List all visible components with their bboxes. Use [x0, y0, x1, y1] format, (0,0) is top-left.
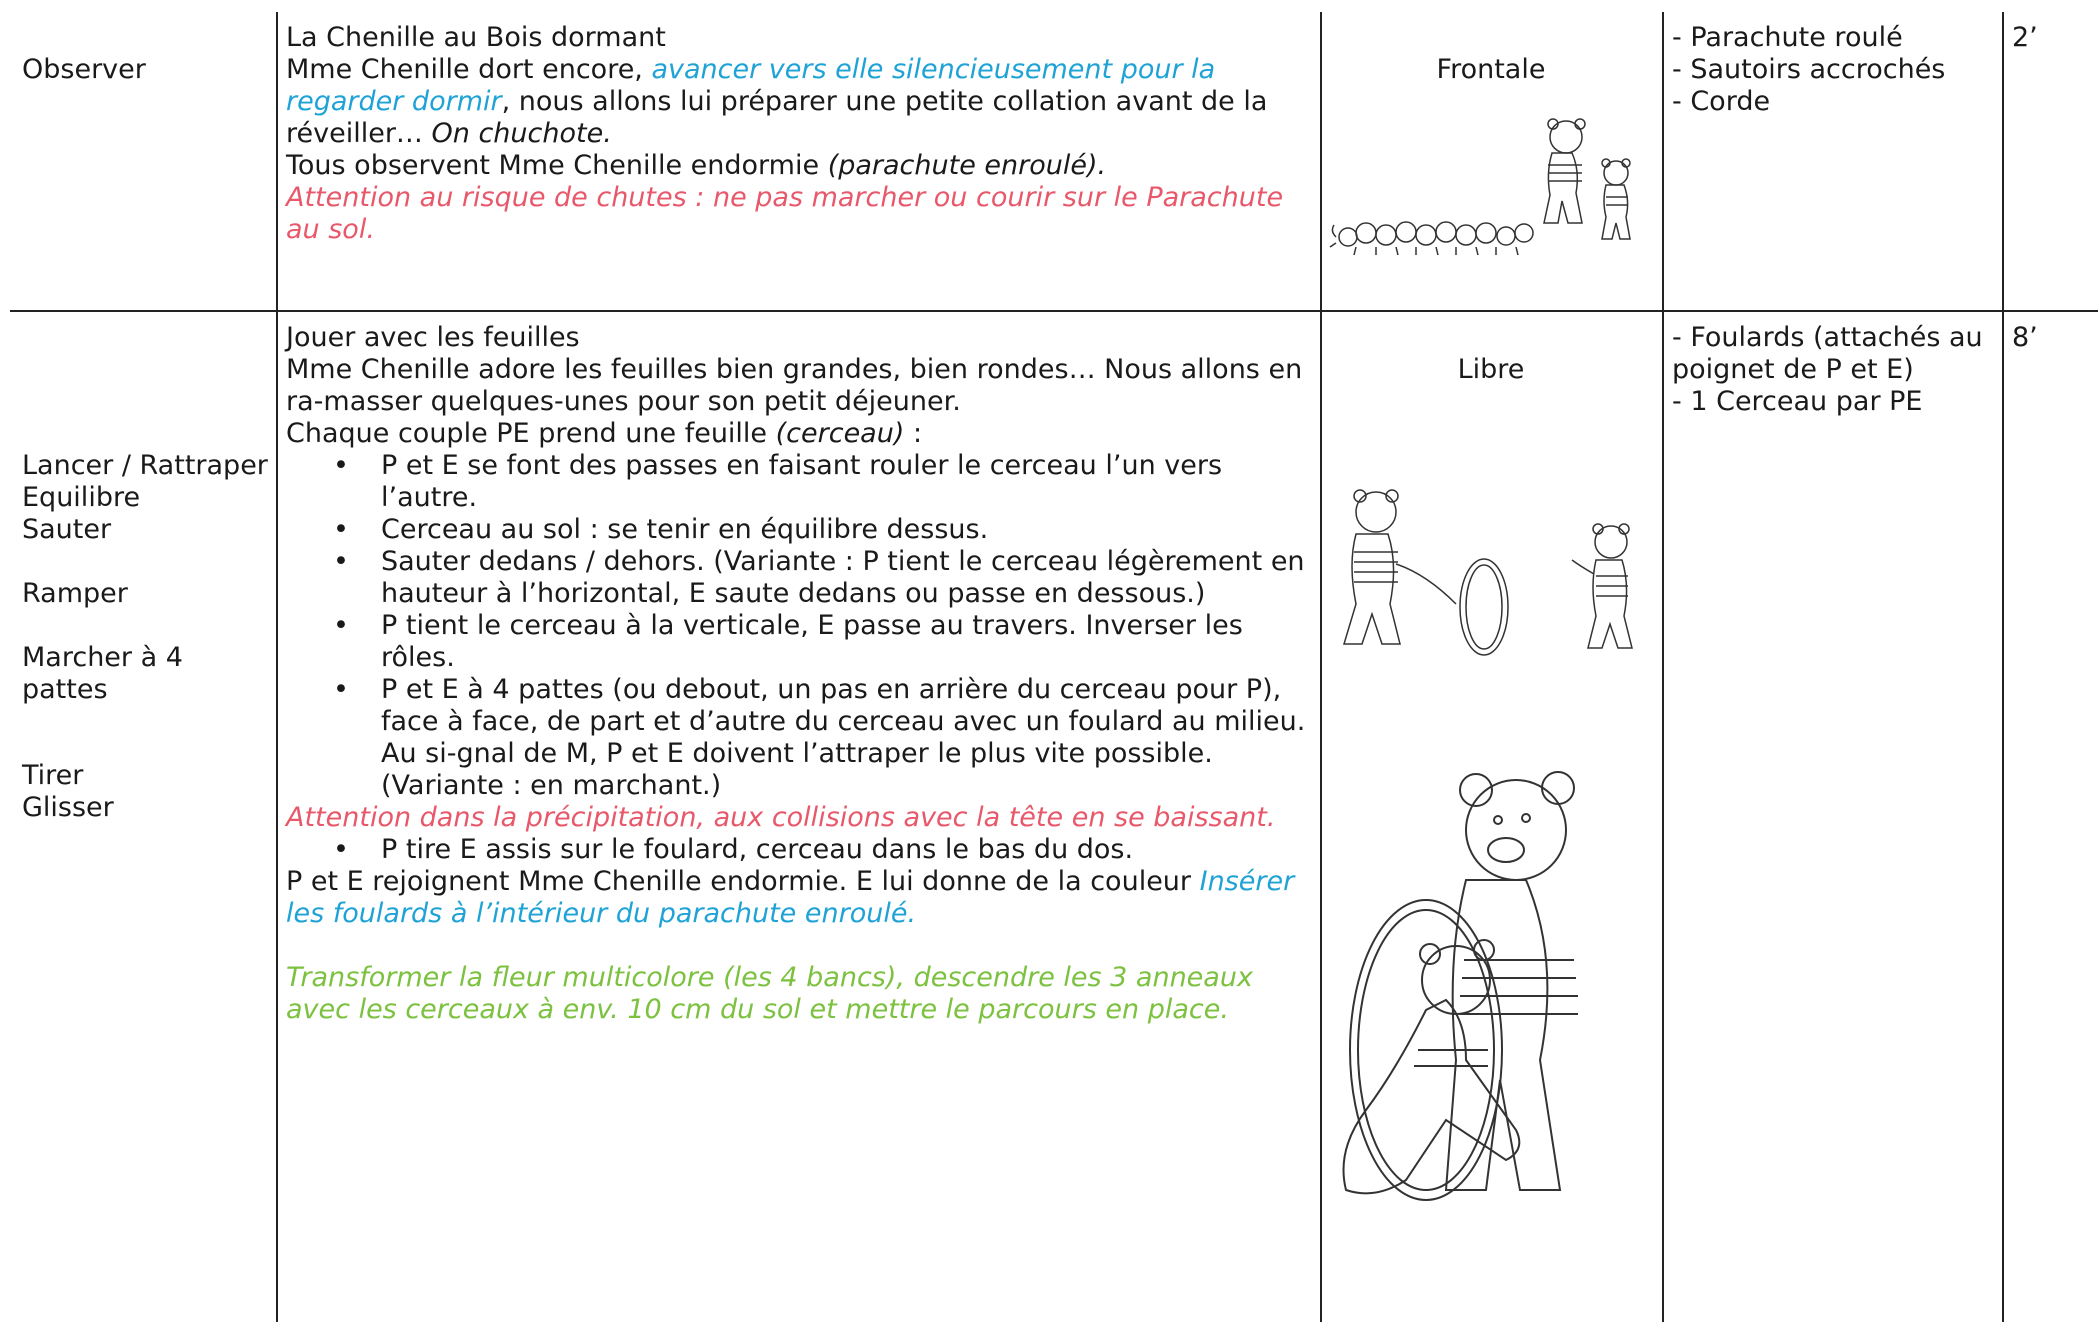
bear-right-drawing — [1572, 524, 1632, 648]
row1-duration: 2’ — [2012, 22, 2038, 53]
row-separator — [10, 310, 2098, 312]
row2-activity-list — [286, 450, 1316, 802]
row2-title: Jouer avec les feuilles — [286, 322, 580, 353]
small-bear-drawing — [1602, 159, 1630, 239]
list-item: • Cerceau au sol : se tenir en équilibre dessus. — [381, 514, 1316, 546]
skill-lancer: Lancer / Rattraper — [22, 450, 268, 481]
row1-description — [286, 22, 1316, 246]
skill-sauter: Sauter — [22, 514, 112, 545]
row2-transform-note: Transformer la fleur multicolore (les 4 bancs), descendre les 3 anneaux avec les cerceaux à env. 10 cm du sol et mettre le parcours en place. — [286, 962, 1253, 1025]
row2-material-2: poignet de P et E) — [1672, 354, 1914, 385]
skill-equilibre: Equilibre — [22, 482, 141, 513]
skill-glisser: Glisser — [22, 792, 114, 823]
row1-material-1: - Parachute roulé — [1672, 22, 1903, 53]
skill-ramper: Ramper — [22, 578, 128, 609]
list-item: • P et E à 4 pattes (ou debout, un pas en arrière du cerceau pour P), face à face, de part et d’autre du cerceau avec un foulard au milieu. Au si-gnal de M, P et E doivent l’attraper le plus vite possible. (Variante : en marchant.) — [381, 674, 1316, 802]
row2-join-line: P et E rejoignent Mme Chenille endormie. E lui donne de la couleur Insérer les foulards à l’intérieur du parachute enroulé. — [286, 866, 1295, 929]
row2-intro: Mme Chenille adore les feuilles bien grandes, bien rondes… Nous allons en ra-masser quelques-unes pour son petit déjeuner. — [286, 354, 1303, 417]
row1-skill: Observer — [22, 54, 146, 85]
standing-bear-drawing — [1446, 772, 1578, 1190]
caterpillar-drawing — [1330, 222, 1533, 255]
row1-title: La Chenille au Bois dormant — [286, 22, 666, 53]
row2-material-1: - Foulards (attachés au — [1672, 322, 1983, 353]
row2-material-3: - 1 Cerceau par PE — [1672, 386, 1923, 417]
row2-skills — [22, 450, 272, 824]
row2-description — [286, 322, 1316, 1026]
row2-duration: 8’ — [2012, 322, 2038, 353]
row1-observe-line: Tous observent Mme Chenille endormie (parachute enroulé). — [286, 150, 1107, 181]
hoop-drawing — [1460, 559, 1508, 655]
list-item: • Sauter dedans / dehors. (Variante : P tient le cerceau légèrement en hauteur à l’horizontal, E saute dedans ou passe en dessous.) — [381, 546, 1316, 610]
bears-rolling-hoop-illustration — [1326, 482, 1656, 672]
row2-warning: Attention dans la précipitation, aux collisions avec la tête en se baissant. — [286, 802, 1276, 833]
row1-paragraph: Mme Chenille dort encore, avancer vers elle silencieusement pour la regarder dormir, nous allons lui préparer une petite collation avant de la réveiller… On chuchote. — [286, 54, 1268, 149]
list-item: • P tient le cerceau à la verticale, E passe au travers. Inverser les rôles. — [381, 610, 1316, 674]
bears-caterpillar-illustration — [1326, 115, 1656, 265]
col-rule-4 — [2002, 12, 2004, 1322]
row2-materials — [1672, 322, 1992, 418]
col-rule-1 — [276, 12, 278, 1322]
list-item: • P et E se font des passes en faisant rouler le cerceau l’un vers l’autre. — [381, 450, 1316, 514]
skill-marcher-cont: pattes — [22, 674, 108, 705]
col-rule-2 — [1320, 12, 1322, 1322]
big-bear-drawing — [1544, 119, 1585, 223]
row1-material-3: - Corde — [1672, 86, 1771, 117]
row1-material-2: - Sautoirs accrochés — [1672, 54, 1946, 85]
bears-with-hoop-illustration — [1326, 760, 1656, 1220]
skill-tirer: Tirer — [22, 760, 84, 791]
col-rule-3 — [1662, 12, 1664, 1322]
row2-pair-line: Chaque couple PE prend une feuille (cerceau) : — [286, 418, 923, 449]
row1-warning: Attention au risque de chutes : ne pas marcher ou courir sur le Parachute au sol. — [286, 182, 1284, 245]
skill-marcher: Marcher à 4 — [22, 642, 183, 673]
list-item: • P tire E assis sur le foulard, cerceau dans le bas du dos. — [381, 834, 1316, 866]
bear-left-drawing — [1344, 490, 1456, 644]
row1-materials — [1672, 22, 1992, 118]
row2-activity-list-2 — [286, 834, 1316, 866]
row2-organisation: Libre — [1457, 354, 1525, 385]
row1-organisation: Frontale — [1436, 54, 1546, 85]
